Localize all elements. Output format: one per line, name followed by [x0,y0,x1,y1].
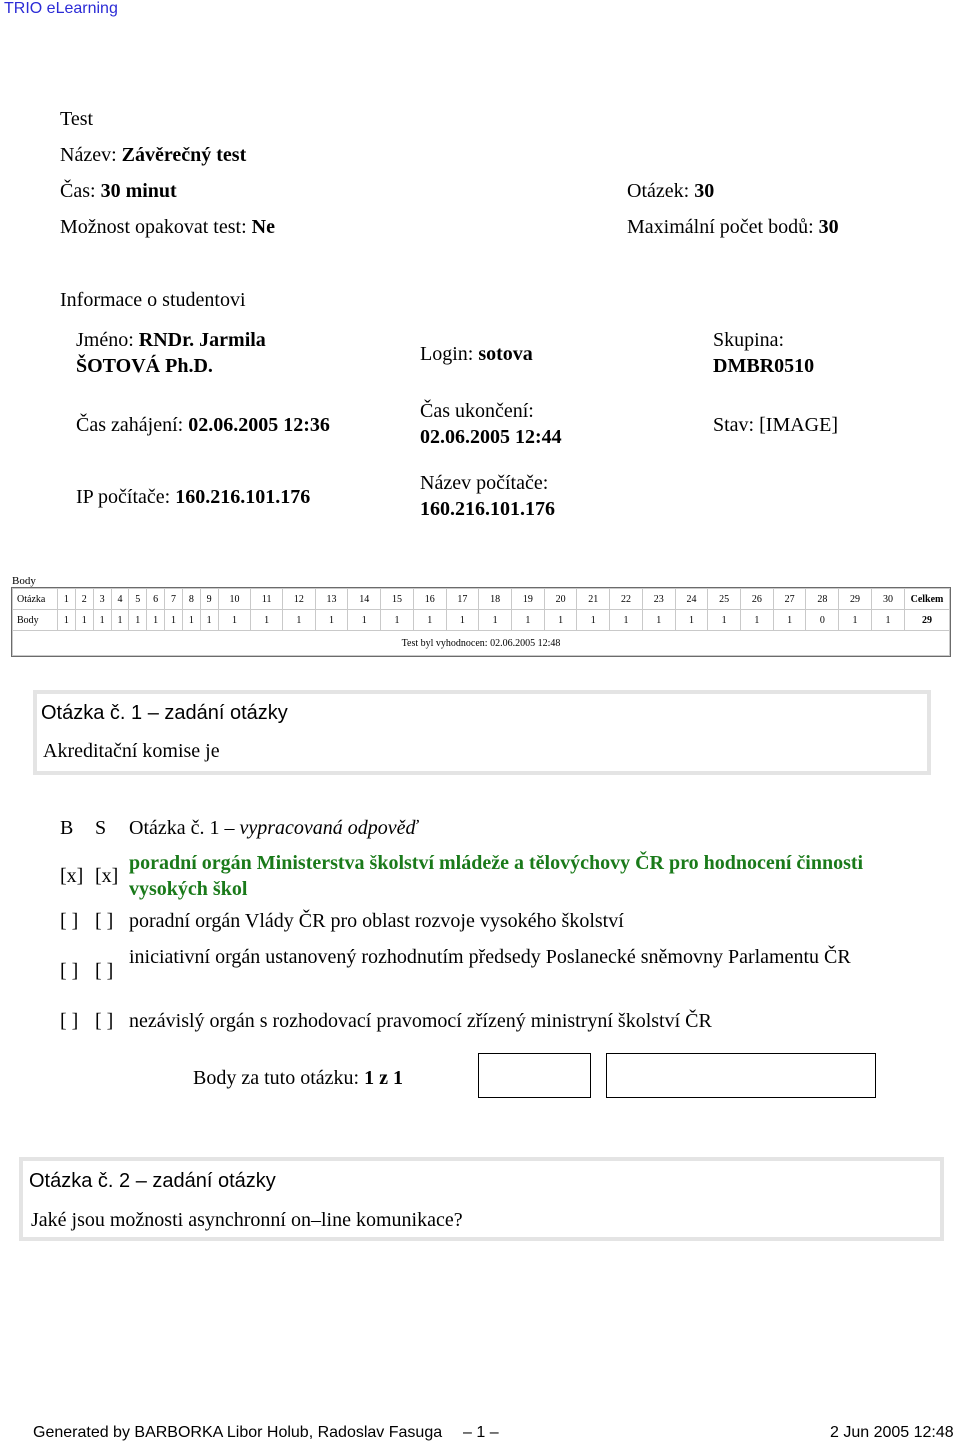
student-group-label: Skupina: [713,329,785,351]
scores-question-cell: 16 [413,589,446,610]
scores-points-row-label: Body [13,610,58,631]
scores-question-cell: 22 [610,589,643,610]
answer-3-text: iniciativní orgán ustanovený rozhodnutím předsedy Poslanecké sněmovny Parlamentu ČR [129,946,851,968]
answer-3-b: [ ] [60,960,79,982]
footer-page: – 1 – [463,1424,499,1441]
scores-question-cell: 8 [182,589,200,610]
answer-3-s: [ ] [95,960,114,982]
student-name-value-1: RNDr. Jarmila [138,329,266,351]
scores-question-cell: 17 [446,589,479,610]
test-repeat-value: Ne [251,216,275,238]
scores-points-cell: 1 [544,610,577,631]
student-start [76,412,330,438]
question-2-text: Jaké jsou možnosti asynchronní on–line komunikace? [31,1209,463,1231]
student-ip [76,484,310,510]
scores-points-cell: 1 [446,610,479,631]
scores-points-cell: 1 [182,610,200,631]
student-end-value: 02.06.2005 12:44 [420,426,562,448]
footer-date: 2 Jun 2005 12:48 [830,1424,954,1441]
scores-points-cell: 1 [479,610,512,631]
student-state [713,412,838,438]
scores-question-cell: 28 [806,589,839,610]
question-1-title: Otázka č. 1 – zadání otázky [41,702,288,724]
scores-question-row-label: Otázka [13,589,58,610]
scores-points-cell: 1 [577,610,610,631]
scores-points-cell: 1 [282,610,315,631]
scores-question-cell: 7 [165,589,183,610]
test-time-value: 30 minut [100,180,177,202]
scores-question-cell: 27 [773,589,806,610]
scores-question-cell: 11 [251,589,283,610]
answer-2-b: [ ] [60,910,79,932]
scores-points-cell: 1 [610,610,643,631]
answers-header [129,815,418,841]
scores-question-cell: 3 [93,589,111,610]
student-login [420,341,533,367]
scores-evaluated-text: Test byl vyhodnocen: 02.06.2005 12:48 [13,631,950,656]
scores-question-cell: 5 [129,589,147,610]
test-name-value: Závěrečný test [121,144,247,166]
question-1-box [33,690,931,775]
score-input-box-2[interactable] [606,1053,876,1098]
scores-points-cell: 1 [708,610,741,631]
answer-4-s: [ ] [95,1010,114,1032]
scores-points-cell: 1 [675,610,708,631]
scores-question-cell: 18 [479,589,512,610]
answer-2-s: [ ] [95,910,114,932]
test-time [60,179,177,203]
scores-points-cell: 1 [413,610,446,631]
student-start-value: 02.06.2005 12:36 [188,414,330,436]
question-1-points-value: 1 z 1 [364,1067,403,1089]
test-max-points [627,215,839,239]
answer-1-s: [x] [95,865,119,887]
student-ip-label: IP počítače: [76,486,171,508]
test-name [60,143,246,167]
question-1-points-label: Body za tuto otázku: [193,1067,360,1089]
question-1-points [193,1065,403,1091]
answers-header-prefix: Otázka č. 1 – [129,817,235,839]
answer-2-text: poradní orgán Vlády ČR pro oblast rozvoje vysokého školství [129,910,624,932]
scores-points-row [13,610,950,631]
scores-points-cell: 1 [773,610,806,631]
scores-points-cell: 1 [200,610,218,631]
scores-points-cell: 1 [871,610,904,631]
scores-total-label: Celkem [905,589,950,610]
scores-points-cell: 1 [165,610,183,631]
scores-question-cell: 26 [741,589,774,610]
scores-points-cell: 1 [111,610,129,631]
student-name [76,327,376,379]
scores-points-cell: 1 [93,610,111,631]
test-max-points-value: 30 [818,216,839,238]
scores-points-cell: 1 [251,610,283,631]
scores-question-cell: 12 [282,589,315,610]
scores-question-cell: 30 [871,589,904,610]
student-name-value-2: ŠOTOVÁ Ph.D. [76,355,213,377]
student-pcname [420,470,555,522]
student-state-value: [IMAGE] [759,414,838,436]
answer-4-text: nezávislý orgán s rozhodovací pravomocí zřízený ministryní školství ČR [129,1010,712,1032]
test-repeat [60,215,275,239]
scores-total-value: 29 [905,610,950,631]
scores-points-cell: 1 [642,610,675,631]
scores-question-cell: 29 [839,589,872,610]
test-repeat-label: Možnost opakovat test: [60,216,247,238]
question-2-box [19,1157,944,1241]
scores-question-row [13,589,950,610]
student-name-label: Jméno: [76,329,134,351]
student-login-value: sotova [478,343,533,365]
scores-points-cell: 1 [218,610,251,631]
scores-question-cell: 15 [381,589,414,610]
scores-question-cell: 13 [315,589,348,610]
scores-question-cell: 14 [348,589,381,610]
student-pcname-value: 160.216.101.176 [420,498,555,520]
student-pcname-label: Název počítače: [420,472,549,494]
scores-points-cell: 1 [129,610,147,631]
test-name-label: Název: [60,144,117,166]
answers-col-b: B [60,817,74,839]
scores-points-cell: 1 [147,610,165,631]
test-questions [627,179,714,203]
test-time-label: Čas: [60,180,96,202]
scores-question-cell: 4 [111,589,129,610]
test-questions-value: 30 [694,180,715,202]
test-heading: Test [60,108,94,130]
scores-points-cell: 1 [75,610,93,631]
student-ip-value: 160.216.101.176 [175,486,311,508]
student-login-label: Login: [420,343,474,365]
student-end-label: Čas ukončení: [420,400,534,422]
scores-points-cell: 1 [381,610,414,631]
answers-header-italic: vypracovaná odpověď [239,817,418,839]
scores-table [12,588,950,656]
scores-points-cell: 1 [58,610,76,631]
scores-question-cell: 24 [675,589,708,610]
scores-points-cell: 1 [741,610,774,631]
score-input-box-1[interactable] [478,1053,591,1098]
answer-1-b: [x] [60,865,84,887]
student-heading: Informace o studentovi [60,289,246,311]
scores-question-cell: 25 [708,589,741,610]
question-2-title: Otázka č. 2 – zadání otázky [29,1170,276,1192]
answer-4-b: [ ] [60,1010,79,1032]
student-state-label: Stav: [713,414,755,436]
student-start-label: Čas zahájení: [76,414,184,436]
student-group [713,327,814,379]
scores-question-cell: 2 [75,589,93,610]
scores-points-cell: 1 [315,610,348,631]
scores-question-cell: 21 [577,589,610,610]
brand-title: TRIO eLearning [4,0,118,17]
scores-question-cell: 9 [200,589,218,610]
test-max-points-label: Maximální počet bodů: [627,216,814,238]
scores-points-cell: 1 [839,610,872,631]
question-1-text: Akreditační komise je [43,740,220,762]
scores-evaluated-row [13,631,950,656]
student-end [420,398,562,450]
scores-question-cell: 19 [512,589,545,610]
footer-generated: Generated by BARBORKA Libor Holub, Radoslav Fasuga [33,1424,443,1441]
scores-question-cell: 20 [544,589,577,610]
test-questions-label: Otázek: [627,180,690,202]
scores-points-cell: 1 [348,610,381,631]
scores-question-cell: 23 [642,589,675,610]
answers-col-s: S [95,817,107,839]
scores-caption: Body [12,575,36,587]
student-group-value: DMBR0510 [713,355,815,377]
scores-question-cell: 1 [58,589,76,610]
scores-question-cell: 6 [147,589,165,610]
answer-1-text: poradní orgán Ministerstva školství mládeže a tělovýchovy ČR pro hodnocení činnosti vysokých škol [129,852,864,900]
scores-points-cell: 1 [512,610,545,631]
scores-question-cell: 10 [218,589,251,610]
scores-points-cell: 0 [806,610,839,631]
